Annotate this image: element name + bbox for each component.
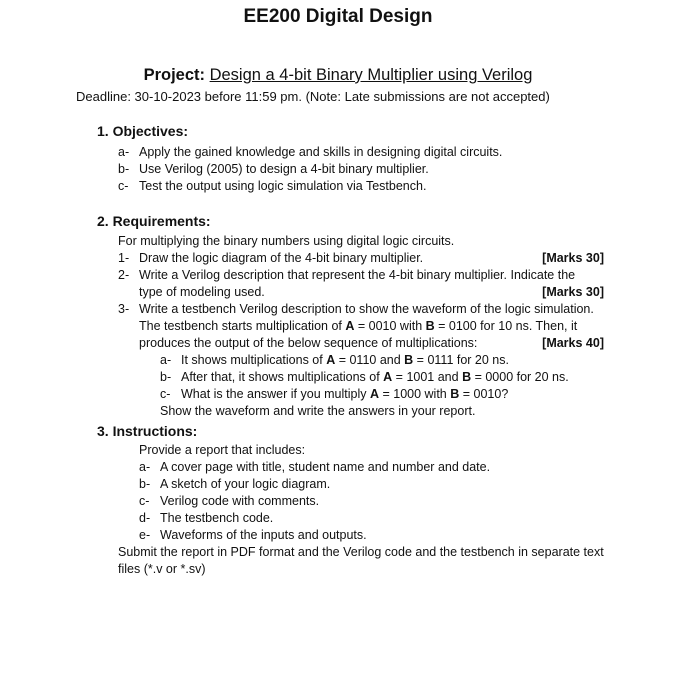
instruction-marker: c- xyxy=(139,494,150,508)
requirement-text: produces the output of the below sequence of multiplications: xyxy=(139,336,478,350)
objectives-heading: 1. Objectives: xyxy=(97,123,189,139)
sub-text: What is the answer if you multiply A = 1000 with B = 0010? xyxy=(181,387,509,401)
objective-marker: c- xyxy=(118,179,129,193)
instruction-text: A cover page with title, student name and number and date. xyxy=(160,460,491,474)
requirement-text: Draw the logic diagram of the 4-bit binary multiplier. xyxy=(139,251,424,265)
sub-marker: c- xyxy=(160,387,171,401)
project-name: Design a 4-bit Binary Multiplier using Verilog xyxy=(209,66,533,84)
deadline: Deadline: 30-10-2023 before 11:59 pm. (Note: Late submissions are not accepted) xyxy=(76,89,550,104)
instruction-text: A sketch of your logic diagram. xyxy=(160,477,331,491)
requirements-heading: 2. Requirements: xyxy=(97,213,211,229)
instruction-marker: e- xyxy=(139,528,151,542)
project-label: Project: xyxy=(143,66,205,84)
objective-marker: b- xyxy=(118,162,130,176)
marks-label: [Marks 30] xyxy=(542,251,604,265)
document-title: EE200 Digital Design xyxy=(243,6,433,27)
objective-marker: a- xyxy=(118,145,130,159)
marks-label: [Marks 30] xyxy=(542,285,604,299)
requirement-marker: 3- xyxy=(118,302,130,316)
submit-text: Submit the report in PDF format and the Verilog code and the testbench in separate text xyxy=(118,545,604,559)
instructions-intro: Provide a report that includes: xyxy=(139,443,306,457)
instructions-heading: 3. Instructions: xyxy=(97,423,198,439)
requirements-intro: For multiplying the binary numbers using digital logic circuits. xyxy=(118,234,455,248)
instruction-text: The testbench code. xyxy=(160,511,274,525)
marks-label: [Marks 40] xyxy=(542,336,604,350)
sub-text: It shows multiplications of A = 0110 and B = 0111 for 20 ns. xyxy=(181,353,509,367)
instruction-marker: a- xyxy=(139,460,151,474)
requirement-text: type of modeling used. xyxy=(139,285,265,299)
closing-text: Show the waveform and write the answers in your report. xyxy=(160,404,476,418)
objective-text: Apply the gained knowledge and skills in designing digital circuits. xyxy=(139,145,503,159)
requirement-marker: 2- xyxy=(118,268,130,282)
instruction-marker: b- xyxy=(139,477,151,491)
objective-text: Use Verilog (2005) to design a 4-bit binary multiplier. xyxy=(139,162,429,176)
instruction-text: Verilog code with comments. xyxy=(160,494,320,508)
objective-text: Test the output using logic simulation via Testbench. xyxy=(139,179,427,193)
requirement-text: The testbench starts multiplication of A = 0010 with B = 0100 for 10 ns. Then, it xyxy=(139,319,578,333)
project-title xyxy=(0,66,676,85)
submit-text: files (*.v or *.sv) xyxy=(118,562,206,576)
sub-marker: a- xyxy=(160,353,172,367)
requirement-text: Write a testbench Verilog description to show the waveform of the logic simulation. xyxy=(139,302,594,316)
sub-text: After that, it shows multiplications of A = 1001 and B = 0000 for 20 ns. xyxy=(181,370,569,384)
requirement-text: Write a Verilog description that represent the 4-bit binary multiplier. Indicate the xyxy=(139,268,576,282)
sub-marker: b- xyxy=(160,370,172,384)
instruction-marker: d- xyxy=(139,511,151,525)
requirement-marker: 1- xyxy=(118,251,130,265)
instruction-text: Waveforms of the inputs and outputs. xyxy=(160,528,367,542)
